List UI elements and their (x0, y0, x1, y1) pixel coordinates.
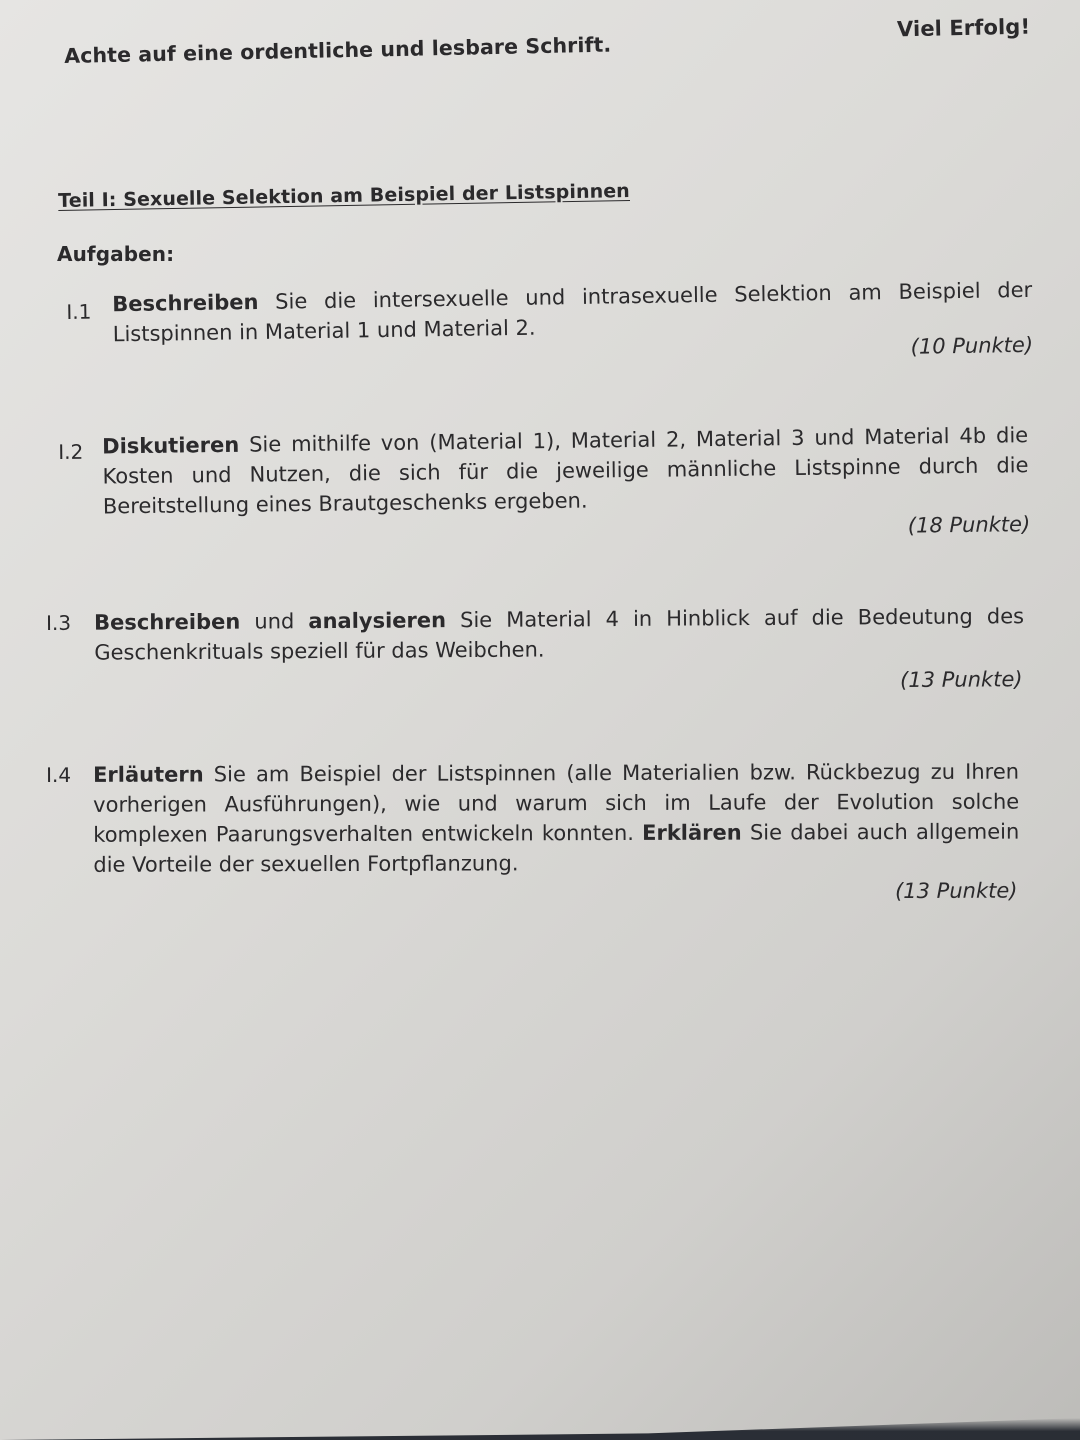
task-verb: Erläutern (93, 762, 204, 787)
task-points: (18 Punkte) (907, 512, 1031, 538)
task-verb: Beschreiben (94, 609, 241, 635)
task-text (94, 601, 1024, 667)
task-body: Sie die intersexuelle und intrasexuelle Selektion am Beispiel der Listspinnen in Material 1 und Material 2. (112, 277, 1033, 347)
task-connector: und (240, 609, 309, 634)
task-4 (46, 757, 1022, 920)
task-body-2: Sie dabei auch allgemein die Vorteile der sexuellen Fortpflanzung. (93, 819, 1020, 877)
task-body: Sie Material 4 in Hinblick auf die Bedeutung des Geschenkrituals speziell für das Weibchen. (94, 604, 1025, 665)
task-verb: Beschreiben (112, 289, 259, 317)
task-body: Sie am Beispiel der Listspinnen (alle Materialien bzw. Rückbezug zu Ihren vorherigen Ausführungen), wie und warum sich im Laufe der Evolution solche komplexen Paarungsverhalten entwickeln konnten. (93, 759, 1020, 847)
task-1 (66, 271, 1037, 376)
task-text (93, 757, 1019, 880)
table-edge (0, 1418, 1080, 1440)
task-points: (13 Punkte) (895, 878, 1018, 904)
task-verb: Diskutieren (102, 432, 240, 459)
greeting: Viel Erfolg! (896, 14, 1031, 42)
task-number: I.2 (58, 439, 84, 464)
section-title: Teil I: Sexuelle Selektion am Beispiel der Listspinnen (58, 180, 631, 212)
task-2 (58, 420, 1034, 552)
task-points: (13 Punkte) (900, 667, 1023, 693)
task-body: Sie mithilfe von (Material 1), Material 2, Material 3 und Material 4b die Kosten und Nutzen, die sich für die jeweilige männliche Listspinne durch die Bereitstellung eines Brautgeschenks ergeben. (102, 423, 1029, 519)
task-points: (10 Punkte) (910, 332, 1034, 359)
task-verb-2: Erklären (642, 820, 742, 845)
task-number: I.1 (66, 299, 92, 324)
task-text (102, 420, 1029, 521)
writing-instruction: Achte auf eine ordentliche und lesbare Schrift. (64, 32, 612, 68)
tasks-label: Aufgaben: (57, 242, 175, 266)
task-number: I.3 (46, 610, 72, 635)
task-3 (46, 601, 1027, 708)
task-verb-2: analysieren (308, 608, 447, 634)
task-number: I.4 (46, 762, 72, 787)
task-text (112, 275, 1033, 349)
